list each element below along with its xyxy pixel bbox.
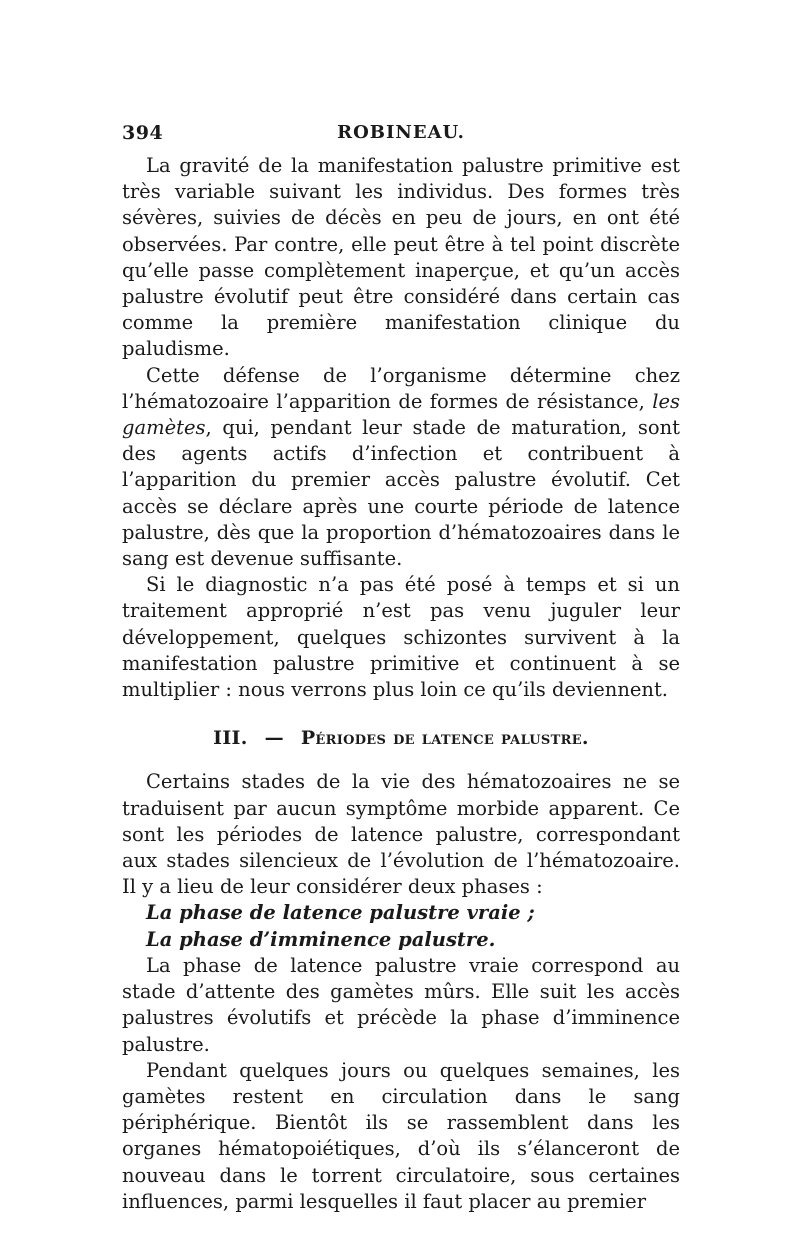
page-body <box>122 153 680 1215</box>
section-dash: — <box>264 727 284 750</box>
phase-one: La phase de latence palustre vraie ; <box>146 901 535 925</box>
phase-two: La phase d’imminence palustre. <box>146 927 496 951</box>
paragraph-defense-start: Cette défense de l’organisme détermine chez l’hématozoaire l’apparition de formes de résistance, <box>122 363 680 413</box>
paragraph-latency: La phase de latence palustre vraie correspond au stade d’attente des gamètes mûrs. Elle suit les accès palustres évolutifs et précède la phase d’imminence palustre. <box>122 953 680 1056</box>
section-heading <box>122 725 680 751</box>
paragraph-circulation: Pendant quelques jours ou quelques semaines, les gamètes restent en circulation dans le sang périphérique. Bientôt ils se rassemblent dans les organes hématopoiétiques, d’où ils s’élanceront de nouveau dans le torrent circulatoire, sous certaines influences, parmi lesquelles il faut placer au premier <box>122 1058 680 1213</box>
section-title: Périodes de latence palustre. <box>300 727 589 750</box>
paragraph-defense <box>122 363 680 573</box>
running-head: ROBINEAU. <box>337 122 465 143</box>
section-number: III. <box>213 727 248 750</box>
paragraph-diagnosis: Si le diagnostic n’a pas été posé à temps et si un traitement approprié n’est pas venu juguler leur développement, quelques schizontes survivent à la manifestation palustre primitive et continuent à se multiplier : nous verrons plus loin ce qu’ils deviennent. <box>122 573 680 702</box>
page-number: 394 <box>122 122 164 144</box>
page-header <box>122 122 680 152</box>
paragraph-defense-end: , qui, pendant leur stade de maturation, sont des agents actifs d’infection et contribuent à l’apparition du premier accès palustre évolutif. Cet accès se déclare après une courte période de latence palustre, dès que la proportion d’hématozoaires dans le sang est devenue suffisante. <box>122 416 680 571</box>
gametes-term: les gamètes <box>122 389 680 440</box>
paragraph-stages: Certains stades de la vie des hématozoaires ne se traduisent par aucun symptôme morbide apparent. Ce sont les périodes de latence palustre, correspondant aux stades silencieux de l’évolution de l’hématozoaire. Il y a lieu de leur considérer deux phases : <box>122 770 680 899</box>
paragraph-severity: La gravité de la manifestation palustre primitive est très variable suivant les individus. Des formes très sévères, suivies de décès en peu de jours, en ont été observées. Par contre, elle peut être à tel point discrète qu’elle passe complètement inaperçue, et qu’un accès palustre évolutif peut être considéré dans certain cas comme la première manifestation clinique du paludisme. <box>122 154 680 361</box>
